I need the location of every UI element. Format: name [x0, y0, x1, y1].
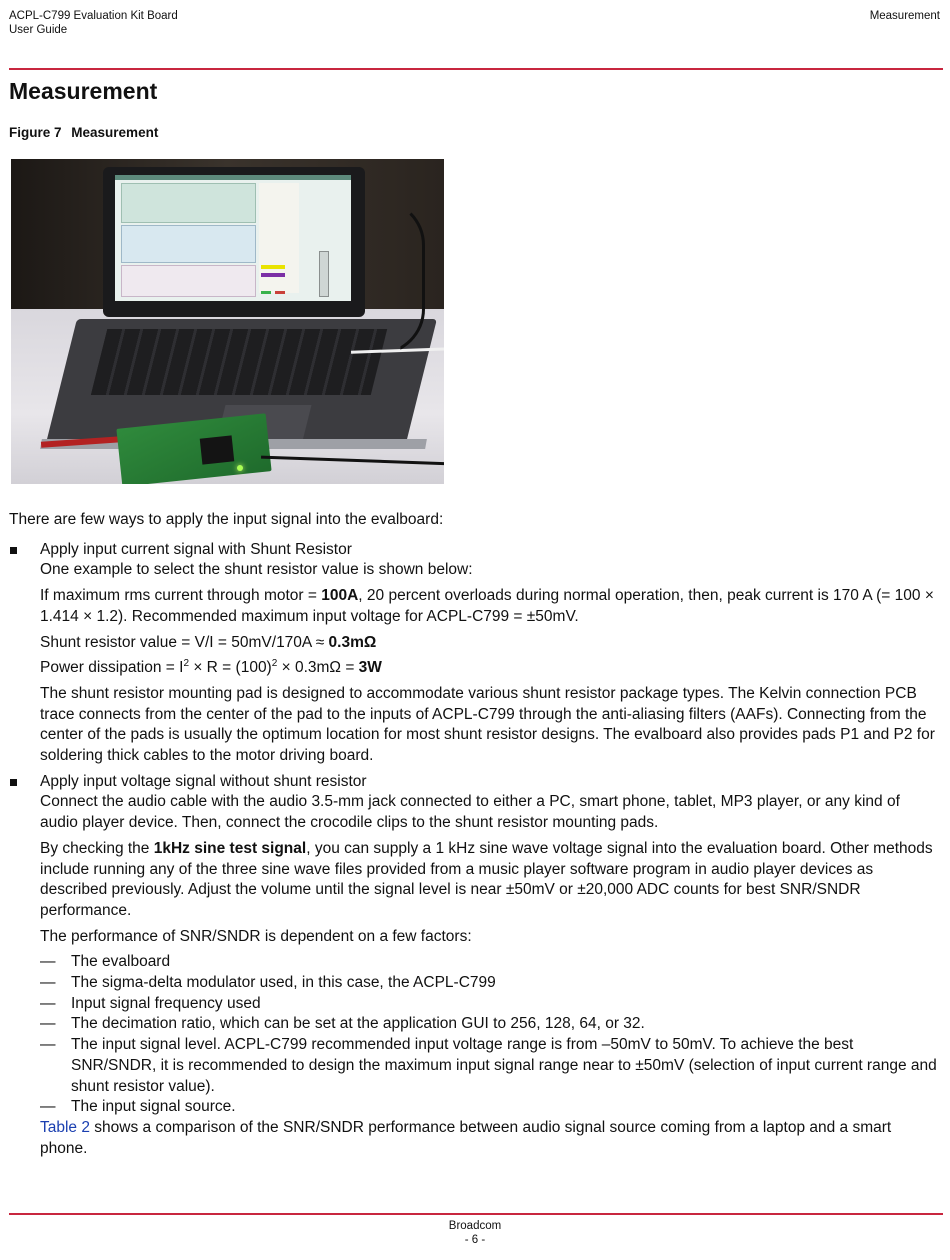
shunt-resistor-value — [9, 633, 941, 654]
bullet-voltage-signal: Apply input voltage signal without shunt resistor — [9, 772, 941, 793]
header-doc-title — [9, 9, 178, 37]
screen-plot-fft — [121, 225, 256, 263]
screen-indicator-purple — [261, 273, 285, 277]
headphone-cable — [379, 199, 425, 355]
power-text-a: Power dissipation = I — [40, 659, 184, 677]
header-section: Measurement — [869, 10, 940, 22]
screen-slider — [319, 251, 329, 297]
factor-item — [9, 1014, 941, 1035]
power-dissipation — [9, 658, 941, 679]
figure-label: Figure 7 — [9, 125, 62, 140]
footer-company: Broadcom — [448, 1220, 502, 1232]
table-reference-paragraph — [9, 1118, 941, 1159]
sine-test-signal-bold: 1kHz sine test signal — [153, 839, 307, 857]
factors-intro: The performance of SNR/SNDR is dependent on a few factors: — [40, 927, 472, 945]
board-led — [237, 465, 243, 471]
calc-bold-value: 100A — [321, 587, 359, 605]
screen-titlebar — [115, 175, 351, 180]
factor-text: The input signal level. ACPL-C799 recommended input voltage range is from –50mV to 50mV. To achieve the best SNR/SNDR, it is recommended to design the maximum input signal range near to ±50mV (selection of input current range and shunt resistor value). — [71, 1036, 937, 1095]
footer-divider — [9, 1213, 943, 1215]
calc-text-pre: If maximum rms current through motor = — [40, 587, 322, 605]
laptop-keyboard — [91, 329, 387, 395]
dash-mark: — — [40, 953, 56, 971]
dash-mark: — — [40, 994, 56, 1012]
shunt-example: One example to select the shunt resistor value is shown below: — [40, 561, 473, 579]
factor-item — [9, 994, 941, 1015]
screen-indicator-red — [275, 291, 285, 294]
mounting-pad-paragraph: The shunt resistor mounting pad is designed to accommodate various shunt resistor package types. The Kelvin connection PCB trace connects from the center of the pad to the inputs of ACPL-C799 through the anti-aliasing filters (AAFs). Connecting from the center of the pads is usually the optimum location for most shunt resistor designs. The evalboard also provides pads P1 and P2 for soldering thick cables to the motor driving board. — [40, 684, 935, 765]
factor-item — [9, 973, 941, 994]
sine-text-pre: By checking the — [40, 839, 154, 857]
section-title: Measurement — [9, 78, 158, 104]
power-bold-value: 3W — [358, 659, 382, 677]
dash-mark: — — [40, 974, 56, 992]
power-text-c: × 0.3mΩ = — [277, 659, 359, 677]
power-exponent-2: 2 — [271, 658, 278, 670]
shunt-calculation — [9, 586, 941, 627]
intro-paragraph: There are few ways to apply the input signal into the evalboard: — [9, 511, 444, 528]
dash-mark: — — [40, 1036, 56, 1054]
screen-plot-time — [121, 183, 256, 223]
dash-mark: — — [40, 1098, 56, 1116]
screen-indicator-green — [261, 291, 271, 294]
factor-item — [9, 1035, 941, 1097]
body-text — [9, 510, 941, 1164]
factor-text: The evalboard — [71, 953, 171, 971]
sine-test-paragraph — [9, 839, 941, 922]
measurement-photo — [11, 159, 444, 484]
factor-text: The decimation ratio, which can be set at the application GUI to 256, 128, 64, or 32. — [71, 1015, 645, 1033]
figure-caption-text: Measurement — [71, 125, 159, 140]
shunt-text-pre: Shunt resistor value = V/I = 50mV/170A ≈ — [40, 633, 329, 651]
footer — [0, 1219, 950, 1247]
factor-text: The sigma-delta modulator used, in this case, the ACPL-C799 — [71, 974, 496, 992]
factor-text: The input signal source. — [71, 1098, 236, 1116]
screen-indicator-yellow — [261, 265, 285, 269]
table-reference-text: shows a comparison of the SNR/SNDR performance between audio signal source coming from a laptop and a smart phone. — [40, 1118, 892, 1157]
screen-plot-histogram — [121, 265, 256, 297]
dash-mark: — — [40, 1015, 56, 1033]
calc-text-post: , 20 percent overloads during normal operation, then, peak current is 170 A (= 100 × 1.414 × 1.2). Recommended maximum input voltage for ACPL-C799 = ±50mV. — [40, 587, 934, 625]
header-divider — [9, 68, 943, 70]
board-chip — [200, 435, 235, 464]
power-text-b: × R = (100) — [189, 659, 272, 677]
table-2-link[interactable]: Table 2 — [40, 1118, 90, 1136]
sine-text-post: , you can supply a 1 kHz sine wave voltage signal into the evaluation board. Other methods include running any of the three sine wave files provided from a music player software program in audio player devices as described previously. Adjust the volume until the signal level is near ±50mV or ±20,000 ADC counts for best SNR/SNDR performance. — [40, 839, 933, 919]
factor-item — [9, 952, 941, 973]
factor-item — [9, 1097, 941, 1118]
audio-cable-paragraph: Connect the audio cable with the audio 3.5-mm jack connected to either a PC, smart phone, tablet, MP3 player, or any kind of audio player device. Then, connect the crocodile clips to the shunt resistor mounting pads. — [40, 793, 900, 832]
bullet-shunt-resistor: Apply input current signal with Shunt Resistor — [9, 540, 941, 561]
figure-caption — [9, 124, 158, 141]
header-title-line1: ACPL-C799 Evaluation Kit Board — [9, 10, 178, 22]
power-exponent-1: 2 — [183, 658, 190, 670]
shunt-bold-value: 0.3mΩ — [328, 633, 377, 651]
page-number: - 6 - — [464, 1234, 486, 1246]
header-title-line2: User Guide — [9, 24, 68, 36]
factor-text: Input signal frequency used — [71, 994, 261, 1012]
